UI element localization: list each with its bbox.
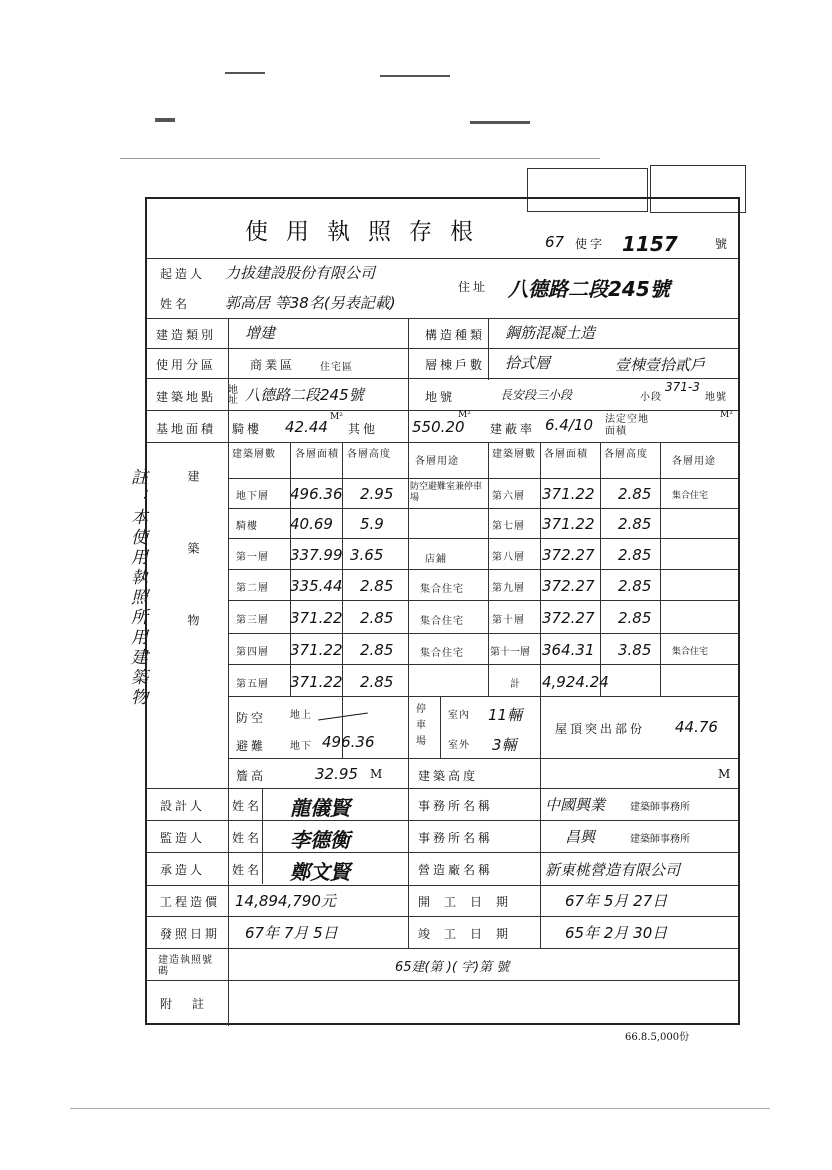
- eave-unit: M: [370, 767, 386, 781]
- other-label: 其他: [348, 422, 379, 436]
- designer-office: 中國興業: [545, 796, 606, 814]
- permit-ref-value: 65建(第 )( 字)第 號: [395, 960, 510, 975]
- left-area-5: 371.22: [290, 641, 343, 659]
- supervisor-office-suffix: 建築師事務所: [630, 834, 690, 845]
- hdr-floor-left: 建築層數: [232, 449, 276, 460]
- applicant-address: 八德路二段245號: [508, 277, 670, 301]
- arcade-label: 騎樓: [232, 422, 263, 436]
- zone-value: 商業區: [250, 358, 296, 372]
- right-height-5: 3.85: [618, 641, 652, 659]
- shelter-below-label: 地下: [290, 741, 312, 752]
- right-area-3: 372.27: [542, 577, 595, 595]
- supervisor-name: 李德衡: [290, 828, 350, 852]
- left-area-2: 337.99: [290, 546, 343, 564]
- side-note: 註：本使用執照所用建築物: [127, 468, 147, 708]
- other-value: 550.20: [412, 418, 465, 436]
- hdr-area-right: 各層面積: [544, 449, 588, 460]
- left-area-6: 371.22: [290, 673, 343, 691]
- right-floor-0: 第六層: [492, 491, 525, 502]
- right-height-1: 2.85: [618, 515, 652, 533]
- shelter-above-label: 地上: [290, 710, 312, 721]
- left-height-2: 3.65: [350, 546, 384, 564]
- hdr-use-left: 各層用途: [415, 456, 459, 467]
- left-floor-6: 第五層: [236, 679, 269, 690]
- supervisor-name-label: 姓名: [232, 831, 263, 845]
- small-section-label: 小段: [640, 392, 662, 403]
- applicant-label: 起造人: [160, 267, 206, 281]
- left-floor-4: 第三層: [236, 615, 269, 626]
- license-suffix: 號: [715, 237, 731, 251]
- legal-space-label: 法定空地面積: [605, 414, 649, 437]
- structure-label: 構造種類: [425, 328, 486, 342]
- eave-value: 32.95: [315, 765, 358, 783]
- right-use-5: 集合住宅: [672, 647, 709, 657]
- right-height-4: 2.85: [618, 609, 652, 627]
- left-area-0: 496.36: [290, 485, 343, 503]
- cost-label: 工程造價: [160, 895, 221, 909]
- right-area-4: 372.27: [542, 609, 595, 627]
- right-area-6: 4,924.24: [542, 673, 609, 691]
- lot-suffix: 地號: [705, 392, 727, 403]
- right-area-1: 371.22: [542, 515, 595, 533]
- contractor-name: 鄭文賢: [290, 860, 350, 884]
- hdr-floor-right: 建築層數: [492, 449, 536, 460]
- footer-code: 66.8.5,000份: [625, 1032, 690, 1043]
- left-height-1: 5.9: [360, 515, 384, 533]
- shelter-label: 防空避難: [236, 711, 267, 753]
- roof-label: 屋頂突出部份: [555, 722, 646, 736]
- floors-label: 層棟戶數: [425, 358, 486, 372]
- right-area-0: 371.22: [542, 485, 595, 503]
- applicant-person: 郭高居 等38名(另表記載): [225, 294, 396, 312]
- end-label: 竣工日期: [418, 927, 523, 941]
- license-prefix: 使字: [575, 237, 606, 251]
- parking-label: 停車場: [416, 704, 427, 747]
- license-year: 67: [545, 233, 565, 251]
- hdr-height-left: 各層高度: [347, 449, 391, 460]
- permit-ref-label: 建造執照號碼: [158, 955, 213, 977]
- contractor-name-label: 姓名: [232, 863, 263, 877]
- parking-indoor-label: 室內: [448, 710, 470, 721]
- left-height-4: 2.85: [360, 609, 394, 627]
- right-floor-1: 第七層: [492, 521, 525, 532]
- contractor-label: 承造人: [160, 863, 206, 877]
- building-type-label: 建造類別: [156, 328, 217, 342]
- shelter-below-value: 496.36: [322, 733, 375, 751]
- left-floor-2: 第一層: [236, 552, 269, 563]
- left-height-0: 2.95: [360, 485, 394, 503]
- right-floor-3: 第九層: [492, 583, 525, 594]
- designer-office-suffix: 建築師事務所: [630, 802, 690, 813]
- left-use-2: 店鋪: [425, 554, 447, 565]
- start-value: 67年 5月 27日: [565, 892, 668, 910]
- license-number: 1157: [622, 232, 678, 256]
- right-area-5: 364.31: [542, 641, 595, 659]
- location-address: 八德路二段245號: [245, 386, 364, 404]
- floors-value: 拾式層: [505, 354, 551, 372]
- left-area-3: 335.44: [290, 577, 343, 595]
- parking-outdoor-value: 3輛: [492, 736, 517, 754]
- right-area-2: 372.27: [542, 546, 595, 564]
- cost-value: 14,894,790元: [235, 892, 336, 910]
- arcade-unit: M²: [330, 412, 343, 422]
- right-floor-5: 第十一層: [490, 647, 530, 658]
- supervisor-office: 昌興: [565, 828, 596, 846]
- left-use-3: 集合住宅: [420, 584, 464, 595]
- arcade-value: 42.44: [285, 418, 328, 436]
- left-use-4: 集合住宅: [420, 616, 464, 627]
- applicant-company: 力拔建設股份有限公司: [225, 264, 376, 282]
- notes-label: 附註: [160, 997, 225, 1011]
- designer-name-label: 姓名: [232, 799, 263, 813]
- address-label: 住址: [458, 280, 489, 294]
- small-section-value: 371-3: [665, 380, 700, 394]
- left-height-5: 2.85: [360, 641, 394, 659]
- left-height-3: 2.85: [360, 577, 394, 595]
- issue-value: 67年 7月 5日: [245, 924, 338, 942]
- area-label: 基地面積: [156, 422, 217, 436]
- right-use-0: 集合住宅: [672, 491, 709, 501]
- left-floor-3: 第二層: [236, 583, 269, 594]
- designer-name: 龍儀賢: [290, 796, 350, 820]
- left-use-0: 防空避難室兼停車場: [410, 482, 483, 503]
- structure-value: 鋼筋混凝土造: [505, 324, 596, 342]
- left-floor-5: 第四層: [236, 647, 269, 658]
- designer-label: 設計人: [160, 799, 206, 813]
- units-value: 壹棟壹拾貳戶: [615, 356, 706, 374]
- right-height-3: 2.85: [618, 577, 652, 595]
- coverage-value: 6.4/10: [545, 416, 593, 434]
- left-area-1: 40.69: [290, 515, 333, 533]
- zone-label: 使用分區: [156, 358, 217, 372]
- designer-office-label: 事務所名稱: [418, 799, 494, 813]
- building-side-label: 建築物: [186, 470, 200, 686]
- right-floor-2: 第八層: [492, 552, 525, 563]
- left-use-5: 集合住宅: [420, 648, 464, 659]
- parking-outdoor-label: 室外: [448, 740, 470, 751]
- coverage-label: 建蔽率: [490, 422, 536, 436]
- supervisor-office-label: 事務所名稱: [418, 831, 494, 845]
- location-sub-label: 地址: [228, 385, 239, 406]
- left-floor-1: 騎樓: [236, 521, 258, 532]
- contractor-firm: 新東桃營造有限公司: [545, 861, 681, 879]
- right-height-0: 2.85: [618, 485, 652, 503]
- location-label: 建築地點: [156, 390, 217, 404]
- zone-extra: 住宅區: [320, 362, 353, 373]
- height-unit: M: [718, 767, 734, 781]
- other-unit: M²: [458, 410, 471, 420]
- eave-label: 簷高: [236, 769, 267, 783]
- name-label: 姓名: [160, 297, 191, 311]
- hdr-area-left: 各層面積: [295, 449, 339, 460]
- left-height-6: 2.85: [360, 673, 394, 691]
- lot-label: 地號: [425, 390, 456, 404]
- left-floor-0: 地下層: [236, 491, 269, 502]
- hdr-use-right: 各層用途: [672, 456, 716, 467]
- height-label: 建築高度: [418, 769, 479, 783]
- supervisor-label: 監造人: [160, 831, 206, 845]
- right-floor-4: 第十層: [492, 615, 525, 626]
- building-type-value: 增建: [245, 324, 276, 342]
- legal-unit: M²: [720, 410, 733, 420]
- lot-value: 長安段三小段: [500, 388, 573, 402]
- right-floor-6: 計: [510, 679, 521, 690]
- hdr-height-right: 各層高度: [604, 449, 648, 460]
- left-area-4: 371.22: [290, 609, 343, 627]
- issue-label: 發照日期: [160, 927, 221, 941]
- end-value: 65年 2月 30日: [565, 924, 668, 942]
- right-height-2: 2.85: [618, 546, 652, 564]
- roof-value: 44.76: [675, 718, 718, 736]
- start-label: 開工日期: [418, 895, 523, 909]
- parking-indoor-value: 11輛: [488, 706, 523, 724]
- contractor-firm-label: 營造廠名稱: [418, 863, 494, 877]
- form-title: 使用執照存根: [245, 219, 491, 245]
